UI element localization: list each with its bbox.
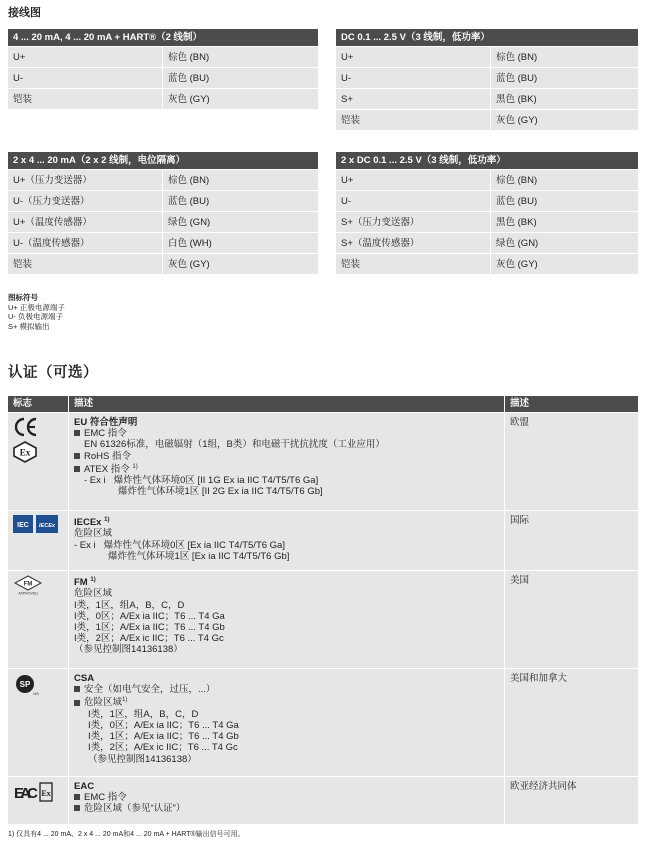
- csa-line: I类，0区；A/Ex ia IIC；T6 ... T4 Ga: [88, 719, 239, 731]
- terminal-cell: U-: [336, 191, 491, 211]
- header-region: 描述: [504, 396, 638, 412]
- color-cell: 黑色 (BK): [496, 217, 537, 228]
- eu-logos: [8, 413, 68, 510]
- csa-title: CSA: [74, 673, 95, 684]
- iecex-zone0: - Ex i 爆炸性气体环境0区 [Ex ia IIC T4/T5/T6 Ga]: [74, 539, 285, 551]
- svg-text:EAC: EAC: [14, 785, 38, 802]
- eac-ex-logo-icon: [13, 781, 53, 803]
- iecex-hazard: 危险区域: [74, 528, 113, 540]
- header-logo: 标志: [13, 398, 33, 409]
- bullet-icon: [74, 805, 80, 811]
- fm-region: 美国: [504, 571, 638, 668]
- terminal-cell: 铠装: [8, 89, 163, 109]
- ce-mark-icon: [13, 417, 39, 437]
- table-row: [336, 211, 638, 232]
- color-cell: 棕色 (BN): [168, 175, 210, 186]
- svg-text:SP: SP: [19, 680, 31, 689]
- svg-text:FM: FM: [23, 581, 33, 588]
- color-cell: 蓝色 (BU): [168, 73, 210, 84]
- iecex-zone1: 爆炸性气体环境1区 [Ex ia IIC T4/T5/T6 Gb]: [108, 550, 290, 562]
- wiring-table-2x-dc-0-1-2-5v: [336, 152, 638, 274]
- table-row: [336, 67, 638, 88]
- cert-row-eu: [8, 412, 638, 510]
- fm-logo: [8, 571, 68, 668]
- color-cell: 灰色 (GY): [168, 259, 210, 270]
- terminal-cell: S+: [336, 89, 491, 109]
- svg-text:Ex: Ex: [19, 447, 31, 458]
- color-cell: 绿色 (GN): [496, 238, 539, 249]
- cert-row-iecex: [8, 510, 638, 570]
- table-row: [8, 46, 318, 67]
- certification-table: [8, 396, 638, 824]
- cert-row-csa: [8, 668, 638, 776]
- color-cell: 棕色 (BN): [168, 52, 210, 63]
- terminal-cell: 铠装: [336, 110, 491, 130]
- csa-region: 美国和加拿大: [504, 669, 638, 776]
- eu-emc-detail: EN 61326标准，电磁辐射（1组，B类）和电磁干扰抗扰度（工业应用）: [84, 439, 385, 451]
- csa-line: I类，1区；A/Ex ia IIC；T6 ... T4 Gb: [88, 731, 239, 743]
- bullet-icon: [74, 794, 80, 800]
- color-cell: 白色 (WH): [168, 238, 212, 249]
- table-row: [8, 253, 318, 274]
- terminal-cell: U-（压力变送器）: [8, 191, 163, 211]
- color-cell: 灰色 (GY): [496, 115, 538, 126]
- table-row: [336, 109, 638, 130]
- fm-line: 危险区域: [74, 588, 113, 600]
- eu-description: [68, 413, 504, 510]
- svg-text:US: US: [33, 691, 39, 696]
- table-header: 2 x DC 0.1 ... 2.5 V（3 线制，低功率）: [336, 152, 638, 169]
- svg-text:Ex: Ex: [41, 789, 51, 798]
- eac-hazard: 危险区域（参见“认证”）: [74, 803, 499, 814]
- fm-line: I类，0区；A/Ex ia IIC；T6 ... T4 Ga: [74, 610, 225, 622]
- terminal-cell: U+（压力变送器）: [8, 170, 163, 190]
- terminal-cell: S+（压力变送器）: [336, 212, 491, 232]
- fm-line: I类，1区，组A，B，C，D: [74, 599, 185, 611]
- cert-table-header: [8, 396, 638, 412]
- fm-approved-icon: [13, 575, 43, 595]
- table-row: [336, 169, 638, 190]
- csa-safety: 安全（如电气安全，过压，...）: [74, 684, 499, 695]
- fm-line: （参见控制图14136138）: [74, 644, 183, 656]
- svg-text:IEC: IEC: [17, 522, 29, 529]
- table-row: [336, 232, 638, 253]
- eu-emc: EMC 指令: [74, 428, 499, 439]
- ex-hexagon-icon: [13, 441, 37, 463]
- terminal-cell: U-（温度传感器）: [8, 233, 163, 253]
- terminal-cell: U-: [336, 68, 491, 88]
- iecex-description: [68, 511, 504, 570]
- color-cell: 棕色 (BN): [496, 52, 538, 63]
- table-row: [8, 169, 318, 190]
- table-row: [336, 46, 638, 67]
- eu-region: 欧盟: [504, 413, 638, 510]
- fm-description: [68, 571, 504, 668]
- eac-emc: EMC 指令: [74, 792, 499, 803]
- terminal-cell: U+: [8, 47, 163, 67]
- terminal-cell: U+: [336, 47, 491, 67]
- csa-description: [68, 669, 504, 776]
- color-cell: 绿色 (GN): [168, 217, 211, 228]
- eac-description: [68, 777, 504, 824]
- table-row: [8, 232, 318, 253]
- table-row: [8, 67, 318, 88]
- iecex-title: IECEx $^{1)}$: [74, 517, 110, 529]
- cert-row-eac: [8, 776, 638, 824]
- symbol-legend: [8, 293, 65, 331]
- certification-title: 认证（可选）: [8, 365, 98, 381]
- wiring-table-4-20ma: [8, 29, 318, 109]
- csa-line: （参见控制图14136138）: [88, 753, 197, 765]
- terminal-cell: U+: [336, 170, 491, 190]
- table-header: 2 x 4 ... 20 mA（2 x 2 线制，电位隔离）: [8, 152, 318, 169]
- color-cell: 灰色 (GY): [496, 259, 538, 270]
- bullet-icon: [74, 686, 80, 692]
- eac-logo: [8, 777, 68, 824]
- csa-line: I类，2区；A/Ex ic IIC；T6 ... T4 Gc: [88, 742, 238, 754]
- iecex-logo-icon: [36, 515, 58, 533]
- csa-hazard: 危险区域$^{1)}$: [74, 695, 499, 708]
- table-row: [8, 190, 318, 211]
- eu-rohs: RoHS 指令: [74, 451, 499, 462]
- color-cell: 蓝色 (BU): [496, 73, 538, 84]
- table-header: DC 0.1 ... 2.5 V（3 线制，低功率）: [336, 29, 638, 46]
- eu-atex: ATEX 指令 $^{1)}$: [74, 462, 499, 475]
- eu-zone0: - Ex i 爆炸性气体环境0区 [II 1G Ex ia IIC T4/T5/T6 Ga]: [84, 475, 319, 487]
- legend-item: S+ 模拟输出: [8, 321, 50, 331]
- svg-text:IECEx: IECEx: [39, 523, 55, 529]
- terminal-cell: U+（温度传感器）: [8, 212, 163, 232]
- wiring-title: 接线图: [8, 7, 41, 19]
- footnote: 1) 仅具有4 ... 20 mA、2 x 4 ... 20 mA和4 ... 20 mA + HART®输出信号可用。: [8, 831, 245, 838]
- bullet-icon: [74, 430, 80, 436]
- table-row: [8, 211, 318, 232]
- table-row: [8, 88, 318, 109]
- color-cell: 黑色 (BK): [496, 94, 537, 105]
- iec-logo-icon: [13, 515, 33, 533]
- bullet-icon: [74, 700, 80, 706]
- table-header: 4 ... 20 mA, 4 ... 20 mA + HART®（2 线制）: [8, 29, 318, 46]
- iecex-logos: [8, 511, 68, 570]
- wiring-table-dc-0-1-2-5v: [336, 29, 638, 130]
- fm-line: I类，1区；A/Ex ia IIC；T6 ... T4 Gb: [74, 621, 225, 633]
- table-row: [336, 88, 638, 109]
- color-cell: 棕色 (BN): [496, 175, 538, 186]
- color-cell: 蓝色 (BU): [168, 196, 210, 207]
- legend-item: U+ 正极电源端子: [8, 302, 65, 312]
- color-cell: 蓝色 (BU): [496, 196, 538, 207]
- bullet-icon: [74, 453, 80, 459]
- header-description: 描述: [68, 396, 504, 412]
- terminal-cell: S+（温度传感器）: [336, 233, 491, 253]
- csa-line: I类，1区，组A，B，C，D: [88, 708, 199, 720]
- bullet-icon: [74, 466, 80, 472]
- csa-logo-icon: [13, 673, 39, 697]
- terminal-cell: 铠装: [8, 254, 163, 274]
- svg-text:APPROVED: APPROVED: [18, 591, 38, 595]
- legend-title: 图标符号: [8, 293, 38, 302]
- eac-title: EAC: [74, 781, 95, 792]
- fm-line: I类，2区；A/Ex ic IIC；T6 ... T4 Gc: [74, 633, 224, 645]
- terminal-cell: 铠装: [336, 254, 491, 274]
- color-cell: 灰色 (GY): [168, 94, 210, 105]
- table-row: [336, 190, 638, 211]
- legend-item: U- 负极电源端子: [8, 312, 63, 321]
- wiring-table-2x4-20ma: [8, 152, 318, 274]
- iecex-region: 国际: [504, 511, 638, 570]
- eac-region: 欧亚经济共同体: [504, 777, 638, 824]
- fm-title: FM $^{1)}$: [74, 577, 96, 589]
- csa-logo: [8, 669, 68, 776]
- eu-title: EU 符合性声明: [74, 417, 138, 428]
- eu-zone1: 爆炸性气体环境1区 [II 2G Ex ia IIC T4/T5/T6 Gb]: [118, 486, 323, 498]
- terminal-cell: U-: [8, 68, 163, 88]
- table-row: [336, 253, 638, 274]
- cert-row-fm: [8, 570, 638, 668]
